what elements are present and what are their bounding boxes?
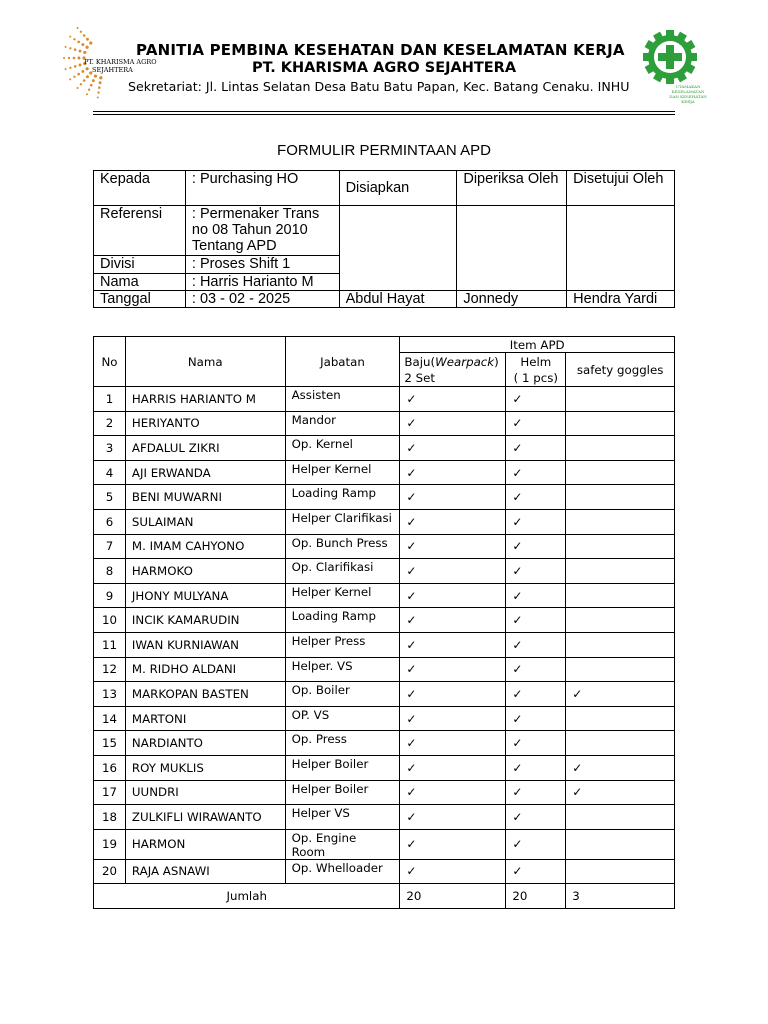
row-goggles-check bbox=[566, 755, 675, 780]
row-helm-check bbox=[506, 829, 566, 859]
row-goggles-check bbox=[566, 411, 675, 436]
row-helm-check bbox=[506, 436, 566, 461]
row-baju-check bbox=[400, 534, 506, 559]
row-jabatan: Op. Press bbox=[285, 731, 400, 756]
apd-table-body bbox=[94, 387, 675, 884]
checkmark-icon: ✓ bbox=[512, 440, 523, 455]
checkmark-icon: ✓ bbox=[406, 416, 417, 431]
checkmark-icon: ✓ bbox=[512, 514, 523, 529]
table-row bbox=[94, 559, 675, 584]
row-nama: AJI ERWANDA bbox=[125, 460, 285, 485]
row-jabatan: Op. Clarifikasi bbox=[285, 559, 400, 584]
logo-caption: UTAMAKAN KESELAMATAN DAN KESEHATAN KERJA bbox=[669, 84, 707, 104]
checkmark-icon: ✓ bbox=[512, 711, 523, 726]
logo-text-line1: PT. KHARISMA AGRO bbox=[84, 58, 157, 66]
form-title: FORMULIR PERMINTAAN APD bbox=[277, 142, 491, 159]
row-nama: HARRIS HARIANTO M bbox=[125, 387, 285, 412]
checkmark-icon: ✓ bbox=[512, 416, 523, 431]
row-jabatan: Helper VS bbox=[285, 805, 400, 830]
checkmark-icon: ✓ bbox=[406, 440, 417, 455]
kepada-label: Kepada bbox=[94, 171, 186, 206]
disiapkan-name: Abdul Hayat bbox=[339, 291, 457, 308]
tanggal-value: : 03 - 02 - 2025 bbox=[185, 291, 339, 308]
row-baju-check bbox=[400, 485, 506, 510]
total-helm: 20 bbox=[506, 884, 566, 909]
total-baju: 20 bbox=[400, 884, 506, 909]
referensi-label: Referensi bbox=[94, 206, 186, 256]
row-goggles-check bbox=[566, 583, 675, 608]
col-header-no: No bbox=[94, 337, 126, 387]
disetujui-signature-area bbox=[567, 206, 675, 291]
row-helm-check bbox=[506, 460, 566, 485]
row-baju-check bbox=[400, 583, 506, 608]
row-helm-check bbox=[506, 509, 566, 534]
row-goggles-check bbox=[566, 559, 675, 584]
table-row bbox=[94, 731, 675, 756]
row-goggles-check bbox=[566, 460, 675, 485]
row-nama: HERIYANTO bbox=[125, 411, 285, 436]
checkmark-icon: ✓ bbox=[406, 711, 417, 726]
checkmark-icon: ✓ bbox=[512, 539, 523, 554]
row-jabatan: Helper Kernel bbox=[285, 460, 400, 485]
table-row bbox=[94, 460, 675, 485]
checkmark-icon: ✓ bbox=[512, 613, 523, 628]
row-jabatan: Op. Bunch Press bbox=[285, 534, 400, 559]
row-no: 8 bbox=[94, 559, 126, 584]
row-goggles-check bbox=[566, 780, 675, 805]
row-nama: UUNDRI bbox=[125, 780, 285, 805]
row-jabatan: Op. Kernel bbox=[285, 436, 400, 461]
row-no: 20 bbox=[94, 859, 126, 884]
table-row bbox=[94, 411, 675, 436]
row-baju-check bbox=[400, 509, 506, 534]
row-jabatan: Loading Ramp bbox=[285, 485, 400, 510]
row-goggles-check bbox=[566, 387, 675, 412]
col-header-item-apd: Item APD bbox=[400, 337, 675, 353]
row-baju-check bbox=[400, 829, 506, 859]
row-no: 11 bbox=[94, 632, 126, 657]
col-header-baju: Baju(Wearpack) 2 Set bbox=[400, 353, 506, 387]
row-goggles-check bbox=[566, 829, 675, 859]
row-jabatan: OP. VS bbox=[285, 706, 400, 731]
row-jabatan: Helper Clarifikasi bbox=[285, 509, 400, 534]
row-no: 1 bbox=[94, 387, 126, 412]
company-name: PT. KHARISMA AGRO SEJAHTERA bbox=[251, 60, 517, 76]
disiapkan-signature-area bbox=[339, 206, 457, 256]
row-nama: ROY MUKLIS bbox=[125, 755, 285, 780]
row-helm-check bbox=[506, 387, 566, 412]
org-title: PANITIA PEMBINA KESEHATAN DAN KESELAMATAN KERJA bbox=[136, 41, 625, 59]
row-goggles-check bbox=[566, 485, 675, 510]
row-nama: SULAIMAN bbox=[125, 509, 285, 534]
row-no: 18 bbox=[94, 805, 126, 830]
checkmark-icon: ✓ bbox=[512, 760, 523, 775]
checkmark-icon: ✓ bbox=[406, 490, 417, 505]
row-goggles-check bbox=[566, 632, 675, 657]
checkmark-icon: ✓ bbox=[512, 686, 523, 701]
table-row bbox=[94, 608, 675, 633]
checkmark-icon: ✓ bbox=[512, 465, 523, 480]
row-baju-check bbox=[400, 608, 506, 633]
checkmark-icon: ✓ bbox=[512, 736, 523, 751]
col-header-safety-goggles: safety goggles bbox=[566, 353, 675, 387]
row-nama: HARMON bbox=[125, 829, 285, 859]
row-helm-check bbox=[506, 583, 566, 608]
row-nama: HARMOKO bbox=[125, 559, 285, 584]
table-row bbox=[94, 829, 675, 859]
row-baju-check bbox=[400, 632, 506, 657]
row-nama: BENI MUWARNI bbox=[125, 485, 285, 510]
row-helm-check bbox=[506, 682, 566, 707]
nama-label: Nama bbox=[94, 274, 186, 291]
disetujui-label: Disetujui Oleh bbox=[567, 171, 675, 206]
row-baju-check bbox=[400, 805, 506, 830]
row-no: 4 bbox=[94, 460, 126, 485]
row-helm-check bbox=[506, 755, 566, 780]
row-nama: M. IMAM CAHYONO bbox=[125, 534, 285, 559]
row-baju-check bbox=[400, 657, 506, 682]
row-goggles-check bbox=[566, 534, 675, 559]
table-row bbox=[94, 859, 675, 884]
row-baju-check bbox=[400, 411, 506, 436]
row-helm-check bbox=[506, 731, 566, 756]
row-no: 13 bbox=[94, 682, 126, 707]
logo-text-line2: SEJAHTERA bbox=[92, 66, 133, 74]
row-baju-check bbox=[400, 706, 506, 731]
col-header-nama: Nama bbox=[125, 337, 285, 387]
checkmark-icon: ✓ bbox=[406, 514, 417, 529]
checkmark-icon: ✓ bbox=[406, 736, 417, 751]
disiapkan-label: Disiapkan bbox=[339, 171, 457, 206]
row-jabatan: Loading Ramp bbox=[285, 608, 400, 633]
header-rule bbox=[93, 114, 675, 115]
row-helm-check bbox=[506, 805, 566, 830]
row-no: 3 bbox=[94, 436, 126, 461]
col-header-jabatan: Jabatan bbox=[285, 337, 400, 387]
apd-request-table bbox=[93, 336, 675, 909]
checkmark-icon: ✓ bbox=[512, 490, 523, 505]
row-no: 10 bbox=[94, 608, 126, 633]
row-nama: JHONY MULYANA bbox=[125, 583, 285, 608]
total-goggles: 3 bbox=[566, 884, 675, 909]
table-row bbox=[94, 682, 675, 707]
row-helm-check bbox=[506, 608, 566, 633]
row-jabatan: Helper Press bbox=[285, 632, 400, 657]
divisi-value: : Proses Shift 1 bbox=[185, 256, 339, 274]
row-nama: ZULKIFLI WIRAWANTO bbox=[125, 805, 285, 830]
row-baju-check bbox=[400, 755, 506, 780]
referensi-value: : Permenaker Trans no 08 Tahun 2010 Tentang APD bbox=[185, 206, 339, 256]
table-row bbox=[94, 805, 675, 830]
row-helm-check bbox=[506, 559, 566, 584]
disetujui-name: Hendra Yardi bbox=[567, 291, 675, 308]
checkmark-icon: ✓ bbox=[572, 785, 583, 800]
checkmark-icon: ✓ bbox=[406, 613, 417, 628]
checkmark-icon: ✓ bbox=[512, 662, 523, 677]
row-no: 2 bbox=[94, 411, 126, 436]
row-goggles-check bbox=[566, 436, 675, 461]
checkmark-icon: ✓ bbox=[512, 785, 523, 800]
checkmark-icon: ✓ bbox=[512, 809, 523, 824]
row-helm-check bbox=[506, 657, 566, 682]
diperiksa-name: Jonnedy bbox=[457, 291, 567, 308]
row-nama: IWAN KURNIAWAN bbox=[125, 632, 285, 657]
disiapkan-signature-area bbox=[339, 256, 457, 274]
row-helm-check bbox=[506, 706, 566, 731]
row-nama: AFDALUL ZIKRI bbox=[125, 436, 285, 461]
checkmark-icon: ✓ bbox=[406, 686, 417, 701]
table-row bbox=[94, 485, 675, 510]
row-jabatan: Helper Boiler bbox=[285, 755, 400, 780]
checkmark-icon: ✓ bbox=[512, 391, 523, 406]
checkmark-icon: ✓ bbox=[512, 563, 523, 578]
row-goggles-check bbox=[566, 608, 675, 633]
row-no: 12 bbox=[94, 657, 126, 682]
row-goggles-check bbox=[566, 731, 675, 756]
table-row bbox=[94, 657, 675, 682]
table-row bbox=[94, 509, 675, 534]
row-goggles-check bbox=[566, 805, 675, 830]
checkmark-icon: ✓ bbox=[512, 864, 523, 879]
diperiksa-signature-area bbox=[457, 206, 567, 291]
checkmark-icon: ✓ bbox=[406, 760, 417, 775]
checkmark-icon: ✓ bbox=[406, 563, 417, 578]
checkmark-icon: ✓ bbox=[406, 785, 417, 800]
row-jabatan: Helper Kernel bbox=[285, 583, 400, 608]
row-jabatan: Assisten bbox=[285, 387, 400, 412]
checkmark-icon: ✓ bbox=[406, 864, 417, 879]
table-row bbox=[94, 755, 675, 780]
checkmark-icon: ✓ bbox=[406, 391, 417, 406]
divisi-label: Divisi bbox=[94, 256, 186, 274]
checkmark-icon: ✓ bbox=[406, 637, 417, 652]
row-nama: NARDIANTO bbox=[125, 731, 285, 756]
row-helm-check bbox=[506, 485, 566, 510]
kepada-value: : Purchasing HO bbox=[185, 171, 339, 206]
row-baju-check bbox=[400, 387, 506, 412]
table-row bbox=[94, 706, 675, 731]
row-goggles-check bbox=[566, 657, 675, 682]
row-helm-check bbox=[506, 534, 566, 559]
checkmark-icon: ✓ bbox=[406, 662, 417, 677]
row-no: 5 bbox=[94, 485, 126, 510]
table-row bbox=[94, 436, 675, 461]
row-nama: INCIK KAMARUDIN bbox=[125, 608, 285, 633]
checkmark-icon: ✓ bbox=[512, 588, 523, 603]
row-jabatan: Helper. VS bbox=[285, 657, 400, 682]
disiapkan-signature-area bbox=[339, 274, 457, 291]
header-rule bbox=[93, 111, 675, 112]
row-nama: MARTONI bbox=[125, 706, 285, 731]
col-header-helm: Helm ( 1 pcs) bbox=[506, 353, 566, 387]
row-baju-check bbox=[400, 460, 506, 485]
diperiksa-label: Diperiksa Oleh bbox=[457, 171, 567, 206]
row-no: 17 bbox=[94, 780, 126, 805]
row-goggles-check bbox=[566, 682, 675, 707]
table-row bbox=[94, 583, 675, 608]
checkmark-icon: ✓ bbox=[512, 837, 523, 852]
checkmark-icon: ✓ bbox=[572, 760, 583, 775]
row-helm-check bbox=[506, 780, 566, 805]
row-no: 19 bbox=[94, 829, 126, 859]
checkmark-icon: ✓ bbox=[406, 837, 417, 852]
request-info-table bbox=[93, 170, 675, 308]
row-jabatan: Helper Boiler bbox=[285, 780, 400, 805]
tanggal-label: Tanggal bbox=[94, 291, 186, 308]
checkmark-icon: ✓ bbox=[406, 588, 417, 603]
row-no: 14 bbox=[94, 706, 126, 731]
row-helm-check bbox=[506, 632, 566, 657]
checkmark-icon: ✓ bbox=[406, 539, 417, 554]
row-jabatan: Op. Boiler bbox=[285, 682, 400, 707]
row-nama: RAJA ASNAWI bbox=[125, 859, 285, 884]
table-row bbox=[94, 632, 675, 657]
checkmark-icon: ✓ bbox=[406, 809, 417, 824]
row-baju-check bbox=[400, 859, 506, 884]
row-helm-check bbox=[506, 859, 566, 884]
row-no: 16 bbox=[94, 755, 126, 780]
row-goggles-check bbox=[566, 509, 675, 534]
row-no: 7 bbox=[94, 534, 126, 559]
table-row bbox=[94, 534, 675, 559]
row-baju-check bbox=[400, 780, 506, 805]
nama-value: : Harris Harianto M bbox=[185, 274, 339, 291]
row-nama: MARKOPAN BASTEN bbox=[125, 682, 285, 707]
address-line: Sekretariat: Jl. Lintas Selatan Desa Batu Batu Papan, Kec. Batang Cenaku. INHU bbox=[128, 79, 630, 94]
row-no: 6 bbox=[94, 509, 126, 534]
row-baju-check bbox=[400, 436, 506, 461]
checkmark-icon: ✓ bbox=[572, 686, 583, 701]
table-row bbox=[94, 780, 675, 805]
checkmark-icon: ✓ bbox=[512, 637, 523, 652]
table-row bbox=[94, 387, 675, 412]
row-jabatan: Op. Whelloader bbox=[285, 859, 400, 884]
row-baju-check bbox=[400, 559, 506, 584]
checkmark-icon: ✓ bbox=[406, 465, 417, 480]
row-goggles-check bbox=[566, 706, 675, 731]
row-baju-check bbox=[400, 682, 506, 707]
row-jabatan: Op. Engine Room bbox=[285, 829, 400, 859]
row-baju-check bbox=[400, 731, 506, 756]
row-nama: M. RIDHO ALDANI bbox=[125, 657, 285, 682]
row-jabatan: Mandor bbox=[285, 411, 400, 436]
jumlah-label: Jumlah bbox=[94, 884, 400, 909]
row-no: 9 bbox=[94, 583, 126, 608]
row-goggles-check bbox=[566, 859, 675, 884]
row-helm-check bbox=[506, 411, 566, 436]
row-no: 15 bbox=[94, 731, 126, 756]
